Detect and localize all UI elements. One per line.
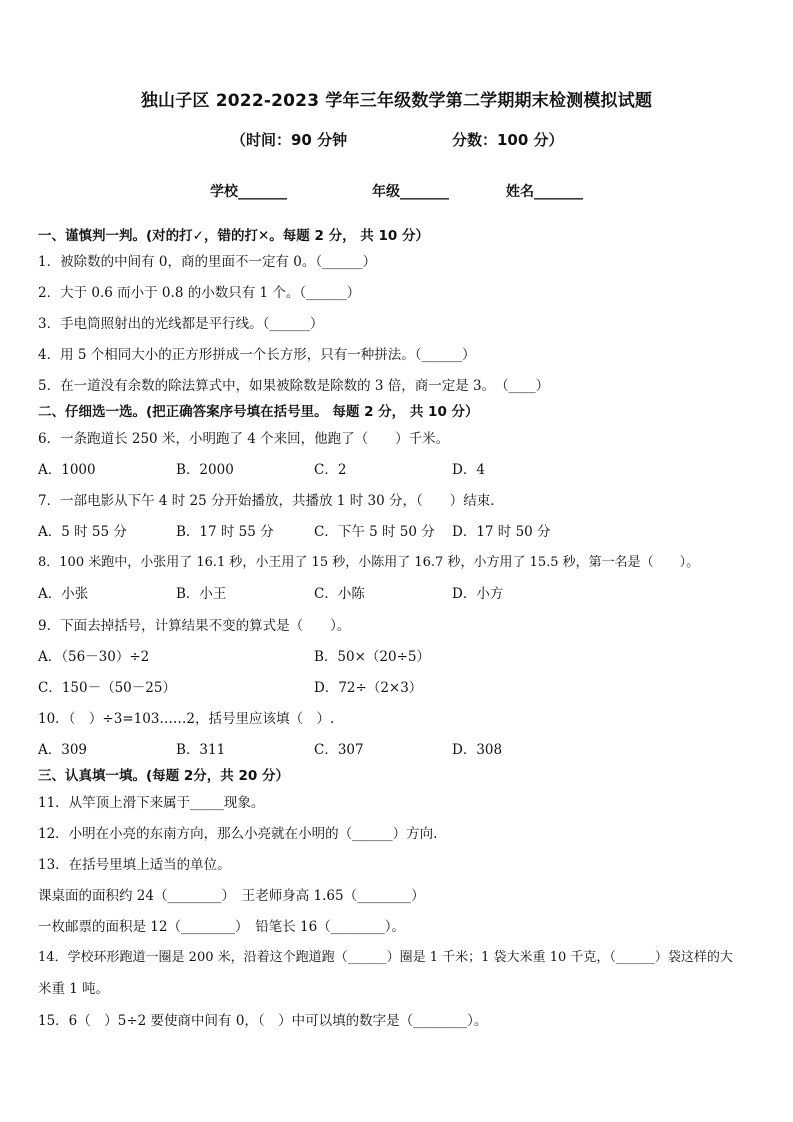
question-4: 4．用 5 个相同大小的正方形拼成一个长方形，只有一种拼法。（______） [38,347,476,363]
section-heading-choice: 二、仔细选一选。(把正确答案序号填在括号里。 每题 2 分， 共 10 分） [38,404,479,420]
q6-option-b: B．2000 [176,462,234,478]
question-13: 13．在括号里填上适当的单位。 [38,857,231,873]
question-7: 7．一部电影从下午 4 时 25 分开始播放，共播放 1 时 30 分，（ ）结束． [38,493,504,509]
question-12: 12．小明在小亮的东南方向，那么小亮就在小明的（______）方向. [38,826,438,842]
q6-option-d: D．4 [452,462,485,478]
q8-option-a: A．小张 [38,586,89,602]
question-13-part-a: 课桌面的面积约 24（________） 王老师身高 1.65（________） [38,888,425,904]
q7-option-c: C．下午 5 时 50 分 [314,524,435,540]
question-2: 2．大于 0.6 而小于 0.8 的小数只有 1 个。（______） [38,285,361,301]
q8-option-b: B．小王 [176,586,227,602]
question-1: 1．被除数的中间有 0，商的里面不一定有 0。（______） [38,254,377,270]
question-14-line-2: 米重 1 吨。 [38,981,110,997]
name-field: 姓名_______ [506,184,583,200]
q10-option-b: B．311 [176,742,226,758]
q9-option-a: A．（56－30）÷2 [38,649,150,665]
question-15: 15．6（ ）5÷2 要使商中间有 0，（ ）中可以填的数字是（________）。 [38,1013,488,1029]
q10-option-c: C．307 [314,742,364,758]
question-10: 10．（ ）÷3=103……2，括号里应该填（ ）. [38,711,335,727]
exam-score: 分数：100 分） [452,131,564,149]
q7-option-a: A．5 时 55 分 [38,524,127,540]
q7-option-b: B．17 时 55 分 [176,524,274,540]
question-13-part-b: 一枚邮票的面积是 12（________） 铅笔长 16（________）。 [38,919,405,935]
q8-option-d: D．小方 [452,586,504,602]
q8-option-c: C．小陈 [314,586,365,602]
grade-field: 年级_______ [372,184,449,200]
q9-option-c: C．150－（50－25） [38,680,176,696]
question-6: 6．一条跑道长 250 米，小明跑了 4 个来回，他跑了（ ）千米。 [38,431,450,447]
section-heading-fill: 三、认真填一填。(每题 2分，共 20 分） [38,768,289,784]
q10-option-a: A．309 [38,742,88,758]
section-heading-judge: 一、谨慎判一判。(对的打✓，错的打✕。每题 2 分， 共 10 分） [38,228,429,244]
q10-option-d: D．308 [452,742,503,758]
question-11: 11．从竿顶上滑下来属于_____现象。 [38,795,265,811]
question-3: 3．手电筒照射出的光线都是平行线。（______） [38,316,324,332]
question-5: 5．在一道没有余数的除法算式中，如果被除数是除数的 3 倍，商一定是 3。 （____） [38,378,550,394]
page-title: 独山子区 2022-2023 学年三年级数学第二学期期末检测模拟试题 [140,91,653,111]
question-9: 9．下面去掉括号，计算结果不变的算式是（ ）。 [38,618,351,634]
question-8: 8．100 米跑中，小张用了 16.1 秒，小王用了 15 秒，小陈用了 16.7 秒，小方用了 15.5 秒，第一名是（ ）。 [38,555,700,570]
q9-option-b: B．50×（20÷5） [314,649,430,665]
q6-option-c: C．2 [314,462,347,478]
q6-option-a: A．1000 [38,462,96,478]
q9-option-d: D．72÷（2×3） [314,680,423,696]
q7-option-d: D．17 时 50 分 [452,524,551,540]
question-14-line-1: 14．学校环形跑道一圈是 200 米，沿着这个跑道跑（______）圈是 1 千米；1 袋大米重 10 千克，（______）袋这样的大 [38,950,733,965]
school-field: 学校_______ [210,184,287,200]
exam-time: （时间：90 分钟 [231,131,348,149]
